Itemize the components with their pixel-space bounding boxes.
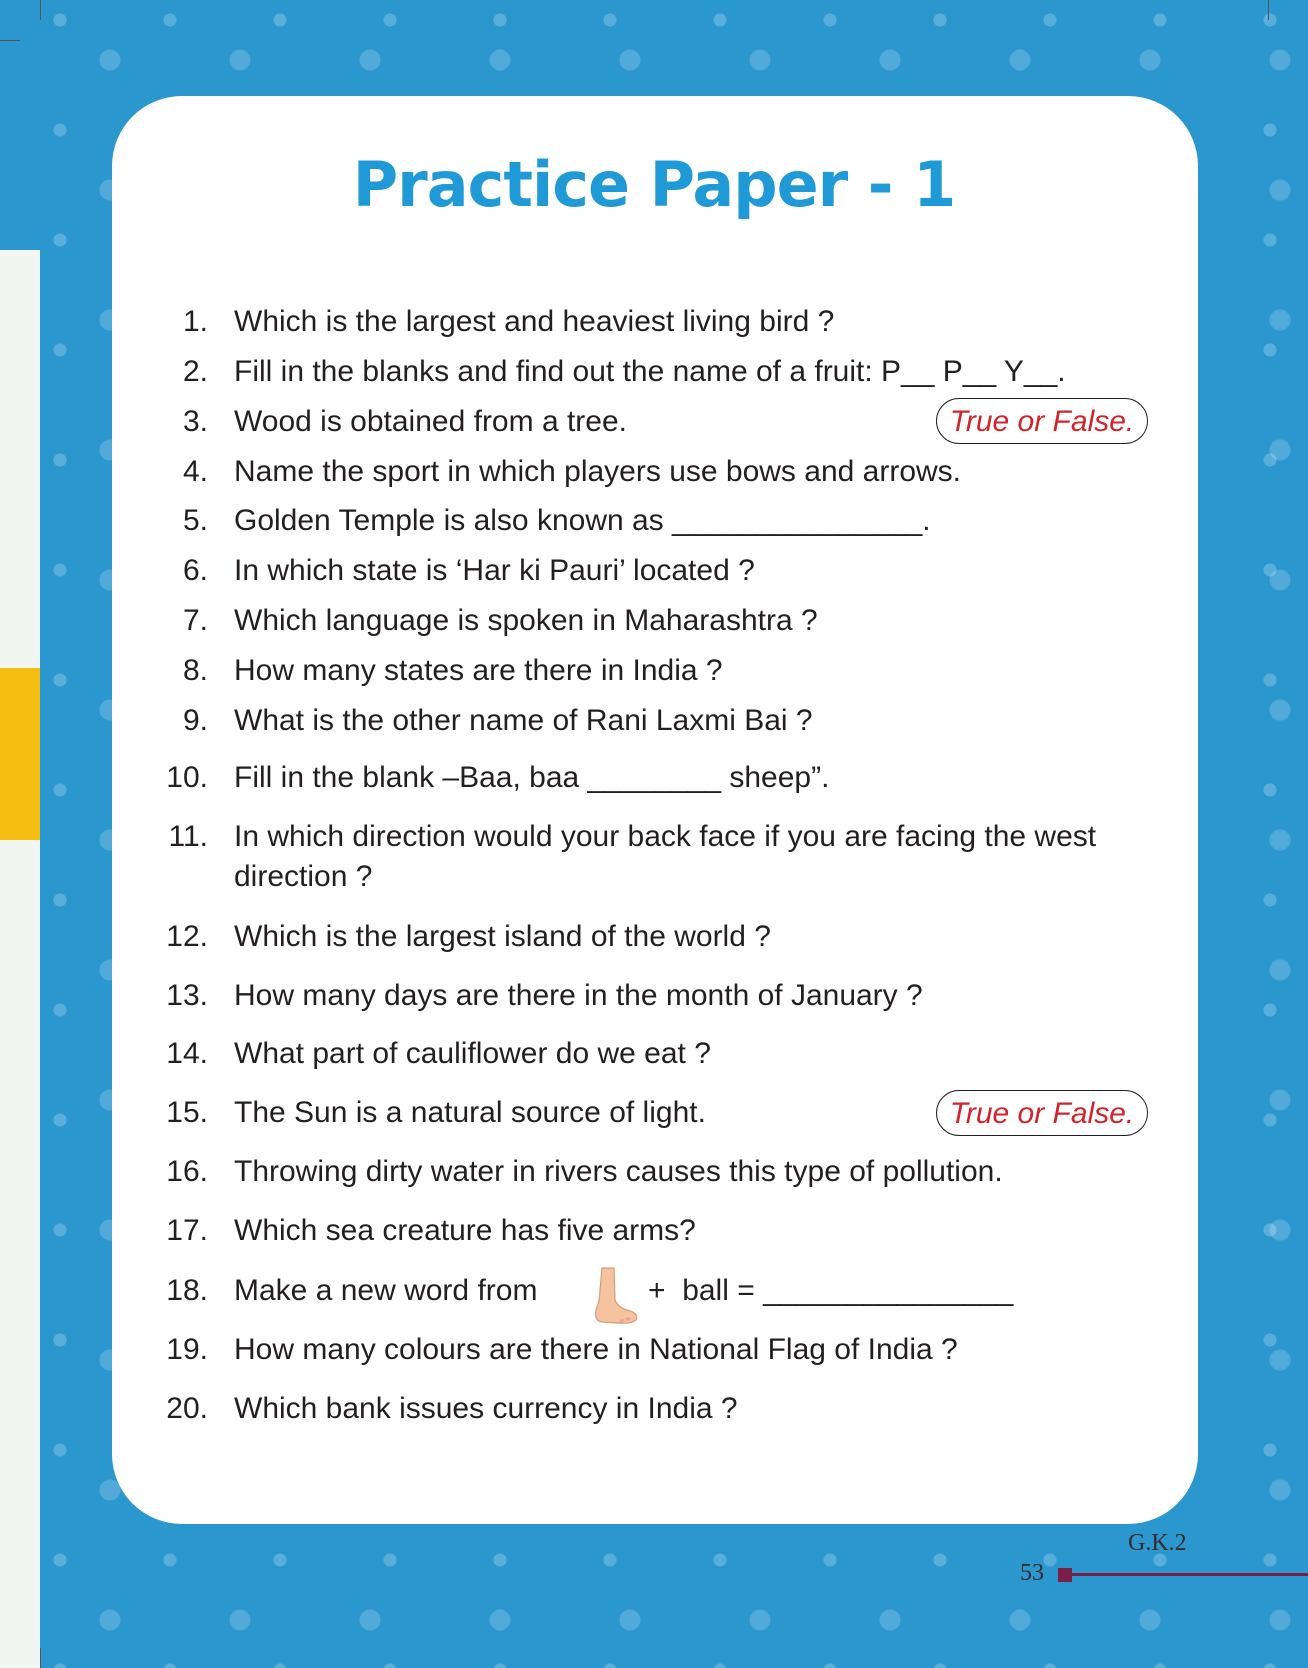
question-number: 13. [166, 979, 208, 1012]
book-code: G.K.2 [1128, 1530, 1187, 1556]
question-text: The Sun is a natural source of light. [234, 1096, 706, 1129]
question-number: 14. [166, 1037, 208, 1070]
question-text: Which bank issues currency in India ? [234, 1392, 738, 1425]
question-number: 6. [182, 554, 208, 587]
question-text: How many days are there in the month of January ? [234, 979, 923, 1012]
question-text: Which language is spoken in Maharashtra ? [234, 604, 818, 637]
question-number: 9. [182, 704, 208, 737]
question-number: 10. [166, 761, 208, 794]
question-number: 7. [182, 604, 208, 637]
question-number: 1. [182, 305, 208, 338]
question-text: What part of cauliflower do we eat ? [234, 1037, 711, 1070]
question-number: 20. [166, 1392, 208, 1425]
question-number: 12. [166, 920, 208, 953]
question-equation: + ball = _______________ [648, 1274, 1014, 1307]
question-text: What is the other name of Rani Laxmi Bai ? [234, 704, 813, 737]
page-title: Practice Paper - 1 [352, 148, 956, 221]
question-text: Golden Temple is also known as _______________. [234, 504, 931, 537]
question-text: How many states are there in India ? [234, 654, 723, 687]
question-number: 19. [166, 1333, 208, 1366]
question-number: 18. [166, 1274, 208, 1307]
true-or-false-badge: True or False. [936, 1090, 1148, 1136]
crop-mark [0, 40, 20, 41]
question-number: 17. [166, 1214, 208, 1247]
crop-mark [40, 1648, 41, 1668]
question-number: 3. [182, 405, 208, 438]
question-number: 2. [182, 355, 208, 388]
question-text: Make a new word from [234, 1274, 538, 1307]
question-text: In which direction would your back face if you are facing the west direction ? [234, 820, 1097, 893]
page-marker [1058, 1568, 1072, 1582]
crop-mark [1268, 0, 1269, 20]
question-number: 4. [182, 455, 208, 488]
question-text: Which is the largest island of the world ? [234, 920, 771, 953]
question-text: How many colours are there in National Flag of India ? [234, 1333, 958, 1366]
question-text: In which state is ‘Har ki Pauri’ located ? [234, 554, 755, 587]
true-or-false-badge: True or False. [936, 398, 1148, 444]
page-rule [1072, 1573, 1308, 1576]
question-text: Fill in the blanks and find out the name of a fruit: P__ P__ Y__. [234, 355, 1066, 388]
left-edge-yellow-tab [0, 668, 42, 840]
question-number: 11. [168, 820, 208, 853]
question-text: Wood is obtained from a tree. [234, 405, 627, 438]
crop-mark [40, 0, 41, 20]
question-text: Which is the largest and heaviest living bird ? [234, 305, 835, 338]
question-text: Which sea creature has five arms? [234, 1214, 696, 1247]
foot-icon [588, 1266, 640, 1324]
question-number: 15. [166, 1096, 208, 1129]
question-text: Fill in the blank –Baa, baa ________ sheep”. [234, 761, 830, 794]
question-text: Throwing dirty water in rivers causes this type of pollution. [234, 1155, 1003, 1188]
question-number: 16. [166, 1155, 208, 1188]
question-text: Name the sport in which players use bows and arrows. [234, 455, 962, 488]
page-number: 53 [1020, 1560, 1044, 1586]
question-number: 8. [182, 654, 208, 687]
question-number: 5. [182, 504, 208, 537]
